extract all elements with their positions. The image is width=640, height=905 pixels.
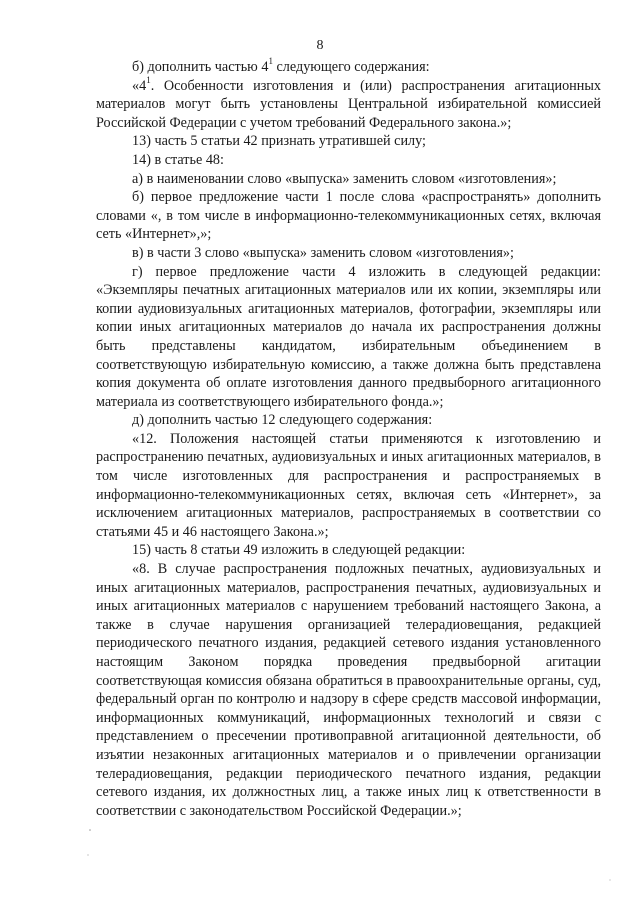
- paragraph-part-8-text: «8. В случае распространения подложных печатных, аудиовизуальных и иных агитационных материалов, распространения печатных, аудиовизуальных и иных агитационных материалов с нарушением требований настоящего Закона, а также в случае нарушения организацией телерадиовещания, редакцией периодического печатного издания, редакцией сетевого издания установленного настоящим Законом порядка проведения предвыборной агитации соответствующая комиссия обязана обратиться в правоохранительные органы, суд, федеральный орган по контролю и надзору в сфере средств массовой информации, информационных коммуникаций, информационных технологий и связи с представлением о пресечении противоправной агитационной деятельности, об изъятии незаконных агитационных материалов и о привлечении организации телерадиовещания, редакции периодического печатного издания, редакции сетевого издания, их должностных лиц, а также иных лиц к ответственности в соответствии с законодательством Российской Федерации.»;: [96, 561, 601, 819]
- paragraph-text: следующего содержания:: [272, 59, 430, 75]
- superscript: 1: [268, 56, 273, 67]
- paragraph-item-14: 14) в статье 48:: [132, 151, 224, 168]
- paragraph-item-13: 13) часть 5 статьи 42 признать утратившей силу;: [132, 133, 426, 150]
- paragraph-item-14-v: в) в части 3 слово «выпуска» заменить словом «изготовления»;: [132, 244, 514, 261]
- paragraph-item-15: 15) часть 8 статьи 49 изложить в следующей редакции:: [132, 542, 466, 559]
- paragraph-item-14-d: д) дополнить частью 12 следующего содержания:: [132, 412, 433, 429]
- paragraph-item-14-b: б) первое предложение части 1 после слова «распространять» дополнить словами «, в том числе в информационно-телекоммуникационных сетях, включая сеть «Интернет»,»;: [96, 189, 601, 243]
- document-body: [96, 58, 601, 820]
- paragraph-amend-part-4-1: [96, 58, 601, 77]
- paragraph-item-14-a: а) в наименовании слово «выпуска» заменить словом «изготовления»;: [132, 170, 557, 187]
- paragraph-text: «4: [132, 77, 147, 94]
- paragraph-part-4-1-text: [96, 74, 601, 133]
- paragraph-part-12-text: «12. Положения настоящей статьи применяются к изготовлению и распространению печатных, аудиовизуальных и иных агитационных материалов, в том числе изготовленных для распространения и распространяемых в информационно-телекоммуникационных сетях, включая сеть «Интернет», за исключением агитационных материалов, распространяемых в соответствии со статьями 45 и 46 настоящего Закона.»;: [96, 430, 601, 540]
- superscript: 1: [146, 74, 151, 85]
- page-number: 8: [316, 38, 324, 53]
- paragraph-text: . Особенности изготовления и (или) распространения агитационных материалов могут быть установлены Центральной избирательной комиссией Российской Федерации с учетом требований Федерального закона.»;: [96, 77, 601, 131]
- paragraph-text: б) дополнить частью 4: [132, 59, 269, 75]
- paragraph-item-14-g: г) первое предложение части 4 изложить в следующей редакции: «Экземпляры печатных агитационных материалов или их копии, экземпляры или копии аудиовизуальных агитационных материалов, фотографии, экземпляры или копии иных агитационных материалов до начала их распространения должны быть представлены кандидатом, избирательным объединением в соответствующую избирательную комиссию, а также должна быть представлена копия документа об оплате изготовления данного предвыборного агитационного материала из соответствующего избирательного фонда.»;: [96, 263, 601, 410]
